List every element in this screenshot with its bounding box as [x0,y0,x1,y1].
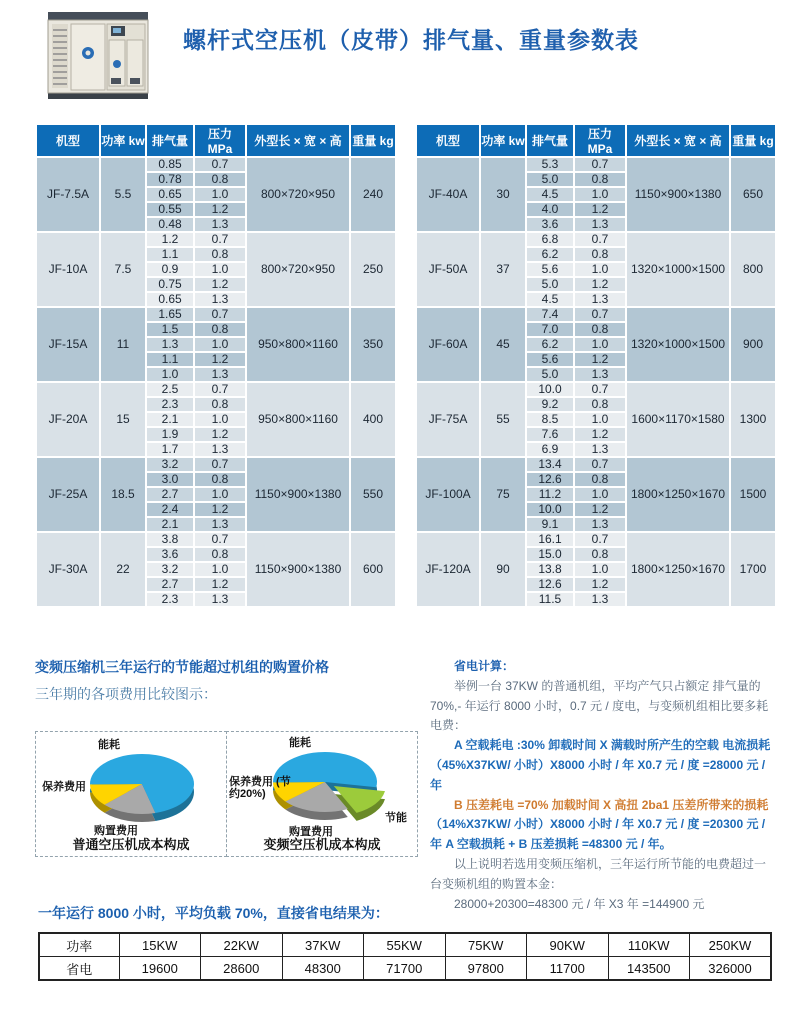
saving-row-label: 省电 [39,957,119,981]
spec-pressure-cell: 1.0 [195,413,245,426]
spec-pressure-cell: 0.7 [575,233,625,246]
middle-section [35,657,775,914]
spec-pressure-cell: 1.0 [195,263,245,276]
spec-pressure-cell: 0.7 [195,458,245,471]
saving-value-cell: 11700 [527,957,609,981]
spec-pressure-cell: 1.2 [575,428,625,441]
spec-flow-cell: 1.65 [147,308,193,321]
spec-flow-cell: 0.78 [147,173,193,186]
power-value-cell: 55KW [364,933,446,957]
spec-flow-cell: 9.2 [527,398,573,411]
spec-header-cell: 外型长 × 宽 × 高 [247,125,349,156]
spec-power-cell: 37 [481,233,525,306]
spec-pressure-cell: 1.2 [195,203,245,216]
spec-weight-cell: 600 [351,533,395,606]
pie-label-saving: 节能 [385,812,407,824]
spec-model-cell: JF-75A [417,383,479,456]
pie-caption-vfd: 变频空压机成本构成 [263,837,381,852]
pie-label-purchase: 购置费用 [94,825,138,837]
spec-flow-cell: 2.1 [147,518,193,531]
spec-flow-cell: 1.9 [147,428,193,441]
spec-flow-cell: 3.6 [147,548,193,561]
pie-caption-normal: 普通空压机成本构成 [72,837,190,852]
power-value-cell: 22KW [201,933,283,957]
spec-flow-cell: 7.4 [527,308,573,321]
calc-heading: 省电计算： [454,659,515,673]
savings-headline: 变频压缩机三年运行的节能超过机组的购置价格 [35,659,329,675]
spec-dims-cell: 950×800×1160 [247,383,349,456]
spec-header-cell: 机型 [417,125,479,156]
saving-value-cell: 71700 [364,957,446,981]
spec-flow-cell: 11.5 [527,593,573,606]
spec-sub-row [417,308,775,321]
spec-pressure-cell: 1.3 [575,293,625,306]
spec-flow-cell: 2.5 [147,383,193,396]
calc-para-b-rest: （14%X37KW/ 小时）X8000 小时 / 年 X0.7 元 / 度 =20300 元 / 年 A 空载损耗 + B 压差损耗 =48300 元 / 年。 [430,817,766,852]
spec-pressure-cell: 0.7 [195,308,245,321]
spec-dims-cell: 1800×1250×1670 [627,533,729,606]
spec-flow-cell: 6.9 [527,443,573,456]
spec-pressure-cell: 1.0 [575,263,625,276]
spec-flow-cell: 13.4 [527,458,573,471]
spec-model-cell: JF-25A [37,458,99,531]
spec-dims-cell: 1150×900×1380 [627,158,729,231]
calc-column [430,657,775,914]
spec-flow-cell: 2.3 [147,398,193,411]
power-value-cell: 15KW [119,933,201,957]
spec-flow-cell: 4.5 [527,188,573,201]
spec-flow-cell: 5.0 [527,173,573,186]
spec-power-cell: 30 [481,158,525,231]
power-table [38,932,772,981]
spec-pressure-cell: 1.2 [575,503,625,516]
power-value-cell: 90KW [527,933,609,957]
spec-flow-cell: 6.2 [527,338,573,351]
spec-flow-cell: 16.1 [527,533,573,546]
spec-flow-cell: 6.2 [527,248,573,261]
charts-column [35,657,423,914]
pie-label-maintenance: 保养费用 (节约20%) [229,776,291,801]
spec-flow-cell: 9.1 [527,518,573,531]
calc-para-summary: 以上说明若选用变频压缩机，三年运行所节能的电费超过一台变频机组的购置本金： [430,856,767,891]
spec-pressure-cell: 1.3 [575,443,625,456]
spec-sub-row [37,533,395,546]
spec-pressure-cell: 0.8 [575,548,625,561]
spec-pressure-cell: 1.0 [195,188,245,201]
spec-flow-cell: 5.3 [527,158,573,171]
pie-vfd-compressor [226,731,418,857]
spec-pressure-cell: 1.2 [195,578,245,591]
spec-dims-cell: 1800×1250×1670 [627,458,729,531]
spec-sub-row [37,233,395,246]
pie-label-maintenance: 保养费用 [42,781,86,793]
spec-model-cell: JF-10A [37,233,99,306]
spec-flow-cell: 1.5 [147,323,193,336]
spec-pressure-cell: 1.2 [575,578,625,591]
spec-flow-cell: 2.1 [147,413,193,426]
spec-power-cell: 11 [101,308,145,381]
spec-pressure-cell: 1.2 [195,428,245,441]
calc-para-a: A 空载耗电 :30% 卸载时间 X 满载时所产生的空载 电流损耗（45%X37KW/ 小时）X8000 小时 / 年 X0.7 元 / 度 =28000 元 / 年 [430,738,771,792]
spec-header-cell: 排气量 [147,125,193,156]
spec-pressure-cell: 1.0 [195,563,245,576]
spec-flow-cell: 3.6 [527,218,573,231]
spec-pressure-cell: 1.3 [575,593,625,606]
spec-flow-cell: 0.55 [147,203,193,216]
spec-pressure-cell: 0.8 [195,548,245,561]
pie-normal-compressor [35,731,227,857]
spec-model-cell: JF-7.5A [37,158,99,231]
spec-power-cell: 75 [481,458,525,531]
spec-weight-cell: 240 [351,158,395,231]
spec-pressure-cell: 0.8 [575,398,625,411]
spec-pressure-cell: 1.3 [195,218,245,231]
page-title: 螺杆式空压机（皮带）排气量、重量参数表 [183,27,639,53]
compressor-illustration [45,8,153,102]
spec-weight-cell: 250 [351,233,395,306]
spec-model-cell: JF-30A [37,533,99,606]
spec-model-cell: JF-120A [417,533,479,606]
spec-flow-cell: 15.0 [527,548,573,561]
spec-flow-cell: 12.6 [527,473,573,486]
spec-pressure-cell: 1.2 [575,278,625,291]
compressor-photo [45,8,153,102]
spec-weight-cell: 900 [731,308,775,381]
spec-pressure-cell: 1.2 [195,278,245,291]
spec-flow-cell: 7.0 [527,323,573,336]
spec-pressure-cell: 1.0 [575,413,625,426]
spec-pressure-cell: 0.7 [575,458,625,471]
spec-dims-cell: 1320×1000×1500 [627,308,729,381]
spec-flow-cell: 7.6 [527,428,573,441]
spec-pressure-cell: 0.7 [575,383,625,396]
spec-pressure-cell: 0.8 [575,323,625,336]
power-row-label: 功率 [39,933,119,957]
spec-flow-cell: 3.2 [147,458,193,471]
spec-power-cell: 90 [481,533,525,606]
spec-pressure-cell: 1.3 [575,518,625,531]
spec-dims-cell: 1150×900×1380 [247,533,349,606]
spec-flow-cell: 3.2 [147,563,193,576]
spec-dims-cell: 800×720×950 [247,158,349,231]
spec-model-cell: JF-15A [37,308,99,381]
spec-power-cell: 7.5 [101,233,145,306]
spec-flow-cell: 0.85 [147,158,193,171]
spec-table [415,123,777,608]
spec-weight-cell: 1500 [731,458,775,531]
spec-flow-cell: 1.2 [147,233,193,246]
spec-weight-cell: 550 [351,458,395,531]
spec-pressure-cell: 0.7 [195,233,245,246]
spec-flow-cell: 2.3 [147,593,193,606]
calc-para-intro: 举例一台 37KW 的普通机组，平均产气只占额定 排气量的 70%,- 年运行 8000 小时，0.7 元 / 度电，与变频机组相比要多耗电费： [430,678,769,733]
spec-power-cell: 55 [481,383,525,456]
spec-flow-cell: 12.6 [527,578,573,591]
spec-weight-cell: 400 [351,383,395,456]
power-value-cell: 250KW [690,933,772,957]
spec-table-left [35,123,395,608]
spec-flow-cell: 10.0 [527,383,573,396]
spec-pressure-cell: 0.8 [575,473,625,486]
power-value-cell: 75KW [445,933,527,957]
savings-subline: 三年期的各项费用比较图示： [35,686,217,702]
spec-sub-row [417,158,775,171]
spec-sub-row [417,383,775,396]
spec-pressure-cell: 0.8 [195,323,245,336]
spec-pressure-cell: 0.8 [195,248,245,261]
spec-pressure-cell: 0.7 [195,158,245,171]
spec-model-cell: JF-20A [37,383,99,456]
spec-flow-cell: 11.2 [527,488,573,501]
power-value-cell: 37KW [282,933,364,957]
pie-chart-boxes [35,731,423,857]
saving-value-cell: 28600 [201,957,283,981]
spec-flow-cell: 5.6 [527,353,573,366]
spec-flow-cell: 13.8 [527,563,573,576]
spec-pressure-cell: 0.7 [575,308,625,321]
spec-weight-cell: 1700 [731,533,775,606]
spec-flow-cell: 0.75 [147,278,193,291]
spec-dims-cell: 800×720×950 [247,233,349,306]
spec-pressure-cell: 1.0 [195,338,245,351]
spec-pressure-cell: 1.0 [195,488,245,501]
spec-flow-cell: 2.4 [147,503,193,516]
spec-sub-row [417,233,775,246]
spec-flow-cell: 5.6 [527,263,573,276]
spec-pressure-cell: 1.2 [575,203,625,216]
spec-header-cell: 功率 kw [101,125,145,156]
calc-para-b-head: B 压差耗电 =70% 加载时间 X 高扭 2ba1 压差所带来的损耗 [454,797,769,812]
spec-table [35,123,397,608]
spec-power-cell: 22 [101,533,145,606]
pie-label-purchase: 购置费用 [289,826,333,838]
spec-header-cell: 压力 MPa [195,125,245,156]
spec-flow-cell: 10.0 [527,503,573,516]
spec-pressure-cell: 1.3 [195,593,245,606]
spec-dims-cell: 950×800×1160 [247,308,349,381]
power-saving-table [38,932,772,981]
spec-pressure-cell: 1.3 [195,368,245,381]
spec-pressure-cell: 1.2 [195,353,245,366]
spec-flow-cell: 1.1 [147,248,193,261]
spec-model-cell: JF-50A [417,233,479,306]
spec-header-cell: 压力 MPa [575,125,625,156]
spec-model-cell: JF-100A [417,458,479,531]
saving-value-cell: 48300 [282,957,364,981]
saving-row [39,957,771,981]
spec-flow-cell: 4.5 [527,293,573,306]
spec-pressure-cell: 1.3 [575,368,625,381]
spec-pressure-cell: 0.7 [575,158,625,171]
spec-model-cell: JF-60A [417,308,479,381]
spec-tables-row [35,123,775,608]
spec-flow-cell: 0.9 [147,263,193,276]
power-value-cell: 110KW [608,933,690,957]
spec-dims-cell: 1150×900×1380 [247,458,349,531]
spec-pressure-cell: 1.0 [575,188,625,201]
spec-flow-cell: 0.65 [147,293,193,306]
spec-flow-cell: 2.7 [147,488,193,501]
spec-header-cell: 重量 kg [731,125,775,156]
spec-flow-cell: 6.8 [527,233,573,246]
spec-pressure-cell: 0.8 [575,248,625,261]
spec-table-right [415,123,775,608]
spec-power-cell: 5.5 [101,158,145,231]
saving-value-cell: 19600 [119,957,201,981]
spec-pressure-cell: 1.2 [195,503,245,516]
spec-dims-cell: 1320×1000×1500 [627,233,729,306]
saving-value-cell: 143500 [608,957,690,981]
spec-pressure-cell: 1.2 [575,353,625,366]
power-row [39,933,771,957]
spec-pressure-cell: 0.7 [575,533,625,546]
spec-pressure-cell: 1.3 [195,293,245,306]
spec-flow-cell: 1.3 [147,338,193,351]
spec-header-cell: 重量 kg [351,125,395,156]
spec-dims-cell: 1600×1170×1580 [627,383,729,456]
spec-flow-cell: 0.65 [147,188,193,201]
spec-flow-cell: 8.5 [527,413,573,426]
spec-pressure-cell: 1.0 [575,338,625,351]
spec-pressure-cell: 0.8 [195,173,245,186]
spec-pressure-cell: 1.0 [575,488,625,501]
saving-value-cell: 326000 [690,957,772,981]
spec-power-cell: 45 [481,308,525,381]
spec-flow-cell: 5.0 [527,368,573,381]
spec-pressure-cell: 1.3 [195,518,245,531]
spec-pressure-cell: 0.7 [195,533,245,546]
spec-header-cell: 排气量 [527,125,573,156]
calc-para-b [430,796,775,855]
spec-flow-cell: 2.7 [147,578,193,591]
spec-power-cell: 15 [101,383,145,456]
spec-weight-cell: 1300 [731,383,775,456]
bottom-heading: 一年运行 8000 小时，平均负载 70%，直接省电结果为： [38,905,389,921]
spec-pressure-cell: 1.3 [195,443,245,456]
spec-weight-cell: 350 [351,308,395,381]
spec-header-cell: 外型长 × 宽 × 高 [627,125,729,156]
spec-flow-cell: 3.0 [147,473,193,486]
spec-flow-cell: 1.1 [147,353,193,366]
spec-flow-cell: 0.48 [147,218,193,231]
spec-weight-cell: 650 [731,158,775,231]
spec-sub-row [37,383,395,396]
spec-flow-cell: 1.0 [147,368,193,381]
spec-flow-cell: 1.7 [147,443,193,456]
spec-pressure-cell: 1.0 [575,563,625,576]
spec-pressure-cell: 0.8 [575,173,625,186]
spec-sub-row [417,533,775,546]
spec-sub-row [37,308,395,321]
spec-sub-row [37,158,395,171]
spec-power-cell: 18.5 [101,458,145,531]
spec-flow-cell: 4.0 [527,203,573,216]
spec-header-cell: 功率 kw [481,125,525,156]
spec-model-cell: JF-40A [417,158,479,231]
spec-pressure-cell: 0.8 [195,473,245,486]
spec-pressure-cell: 1.3 [575,218,625,231]
spec-sub-row [417,458,775,471]
spec-sub-row [37,458,395,471]
spec-header-cell: 机型 [37,125,99,156]
spec-flow-cell: 3.8 [147,533,193,546]
spec-flow-cell: 5.0 [527,278,573,291]
pie-label-energy: 能耗 [98,739,120,751]
calc-para-formula: 28000+20300=48300 元 / 年 X3 年 =144900 元 [454,896,705,911]
bottom-section [38,903,772,981]
spec-pressure-cell: 0.7 [195,383,245,396]
spec-weight-cell: 800 [731,233,775,306]
saving-value-cell: 97800 [445,957,527,981]
spec-pressure-cell: 0.8 [195,398,245,411]
pie-label-energy: 能耗 [289,737,311,749]
